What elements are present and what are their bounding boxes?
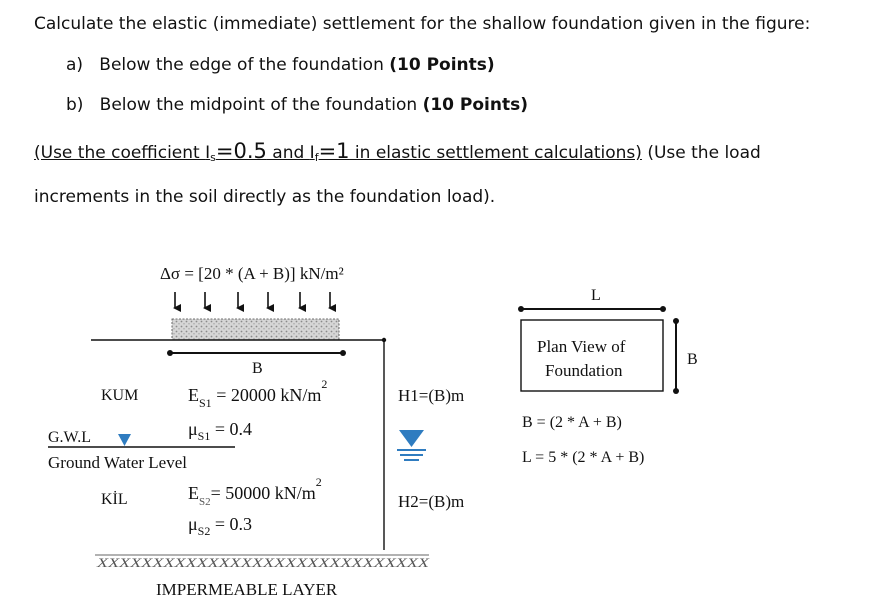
mu1-sub: S1: [197, 429, 211, 443]
kum-label: KUM: [101, 387, 139, 404]
plan-length-label: L: [591, 287, 601, 304]
question-line2: increments in the soil directly as the foundation load).: [34, 187, 496, 207]
impermeable-hatch: XXXXXXXXXXXXXXXXXXXXXXXXXXXXXX: [95, 555, 431, 570]
es1-label: E: [188, 385, 199, 405]
mu1-text: [188, 419, 252, 443]
width-dim-end-dot: [340, 350, 346, 356]
mu1-label: μ: [188, 419, 198, 439]
note-after: (Use the load: [641, 143, 761, 163]
plan-title-line1: Plan View of: [537, 337, 626, 356]
plan-length-start-dot: [518, 306, 524, 312]
if-sub: f: [314, 151, 319, 164]
part-b-marker: b): [66, 95, 84, 115]
mu2-text: [188, 514, 252, 538]
and-text: and: [266, 143, 310, 163]
es2-exp: 2: [315, 475, 322, 489]
is-value: =0.5: [215, 139, 267, 163]
depth-top-dot: [382, 338, 386, 342]
load-label: Δσ = [20 * (A + B)] kN/m²: [160, 264, 344, 283]
es2-text: [188, 475, 322, 508]
es1-sub: S1: [199, 396, 212, 410]
part-a-marker: a): [66, 55, 84, 75]
plan-width-start-dot: [673, 318, 679, 324]
b-formula: B = (2 * A + B): [522, 414, 622, 431]
width-dim-start-dot: [167, 350, 173, 356]
impermeable-label: IMPERMEABLE LAYER: [156, 580, 338, 599]
es1-exp: 2: [321, 377, 328, 391]
plan-width-label: B: [687, 351, 698, 368]
gwl-full-label: Ground Water Level: [48, 453, 187, 472]
gwl-marker-icon: [118, 434, 131, 446]
plan-width-end-dot: [673, 388, 679, 394]
note-tail: in elastic settlement calculations): [349, 143, 642, 163]
es2-label: E: [188, 483, 199, 503]
h2-label: H2=(B)m: [398, 492, 465, 511]
mu1-value: = 0.4: [210, 419, 252, 439]
h1-label: H1=(B)m: [398, 386, 465, 405]
mu2-label: μ: [188, 514, 198, 534]
mu2-sub: S2: [197, 524, 211, 538]
part-b-text: Below the midpoint of the foundation: [99, 95, 418, 115]
es2-value: = 50000 kN/m: [210, 483, 316, 503]
note-open: (Use the coefficient: [34, 143, 206, 163]
mu2-value: = 0.3: [210, 514, 252, 534]
es1-text: [188, 377, 327, 410]
is-sub: s: [210, 151, 216, 164]
part-a-points: (10 Points): [389, 55, 495, 75]
water-table-icon: [397, 430, 426, 460]
l-formula: L = 5 * (2 * A + B): [522, 449, 645, 466]
load-arrows: [175, 292, 330, 308]
part-a-text: Below the edge of the foundation: [99, 55, 384, 75]
es1-value: = 20000 kN/m: [211, 385, 322, 405]
es2-sub: S2: [199, 496, 211, 508]
question-intro: Calculate the elastic (immediate) settlement for the shallow foundation given in the figure:: [34, 14, 811, 34]
if-value: =1: [318, 139, 350, 163]
gwl-label: G.W.L: [48, 429, 91, 446]
plan-length-end-dot: [660, 306, 666, 312]
kil-label: KİL: [101, 491, 128, 508]
foundation-block: [172, 319, 339, 340]
plan-title-line2: Foundation: [545, 361, 623, 380]
part-b-points: (10 Points): [422, 95, 528, 115]
if-letter: I: [309, 143, 315, 163]
is-letter: I: [205, 143, 211, 163]
width-label: B: [252, 360, 263, 377]
